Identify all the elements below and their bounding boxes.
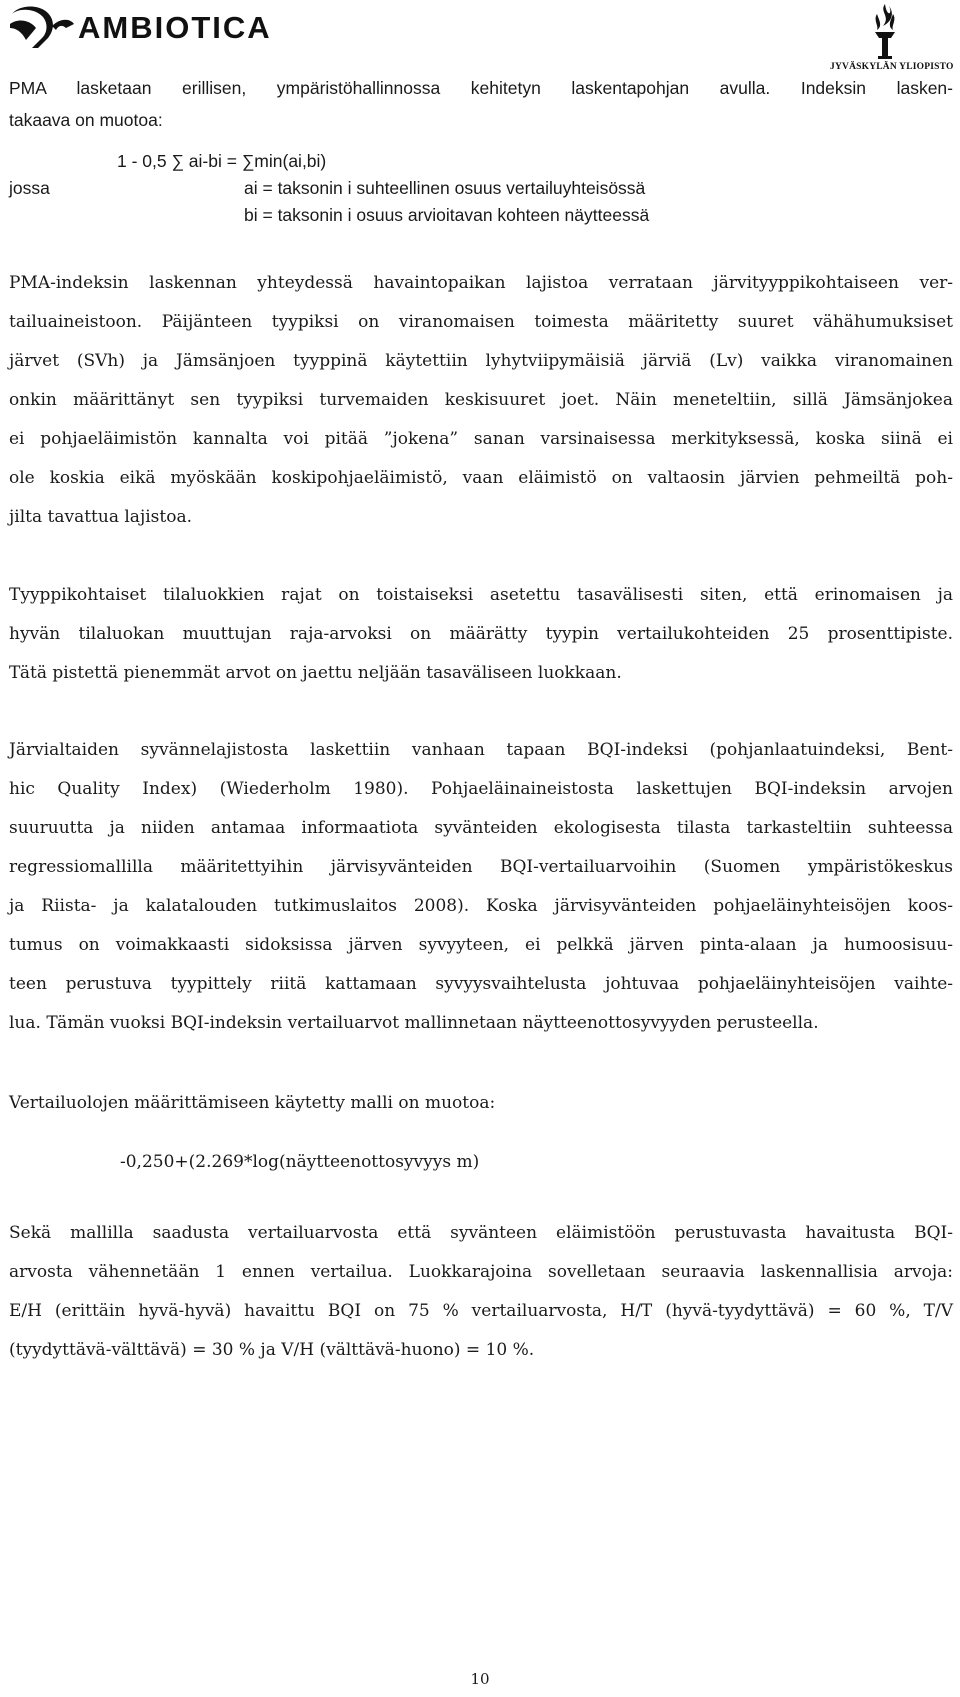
text-line: Tyyppikohtaiset tilaluokkien rajat on toistaiseksi asetettu tasavälisesti siten, että erinomaisen ja bbox=[9, 585, 953, 605]
paragraph-pma-reference bbox=[9, 264, 953, 537]
text-line: hyvän tilaluokan muuttujan raja-arvoksi on määrätty tyypin vertailukohteiden 25 prosenttipiste. bbox=[9, 624, 953, 644]
page-number: 10 bbox=[470, 1670, 490, 1688]
text-line: ole koskia eikä myöskään koskipohjaeläimistö, vaan eläimistö on valtaosin järvien pehmeiltä poh- bbox=[9, 468, 953, 488]
text-line: ja Riista- ja kalatalouden tutkimuslaitos 2008). Koska järvisyvänteiden pohjaeläinyhteisöjen koos- bbox=[9, 896, 953, 916]
university-logo bbox=[830, 2, 954, 72]
text-line: tailuaineistoon. Päijänteen tyypiksi on viranomaisen toimesta määritetty suuret vähähumuksiset bbox=[9, 312, 953, 332]
text-line: suuruutta ja niiden antamaa informaatiota syvänteiden ekologisesta tilasta tarkasteltiin suhteessa bbox=[9, 818, 953, 838]
text-line: järvet (SVh) ja Jämsänjoen tyyppinä käytettiin lyhytviipymäisiä järviä (Lv) vaikka viranomainen bbox=[9, 351, 953, 371]
text-line: tumus on voimakkaasti sidoksissa järven syvyyteen, ei pelkkä järven pinta-alaan ja humoosisuu- bbox=[9, 935, 953, 955]
paragraph-model-intro bbox=[9, 1084, 953, 1123]
text-line: Vertailuolojen määrittämiseen käytetty malli on muotoa: bbox=[9, 1093, 496, 1113]
torch-icon bbox=[865, 2, 905, 62]
text-line: Järvialtaiden syvännelajistosta laskettiin vanhaan tapaan BQI-indeksi (pohjanlaatuindeksi, Bent- bbox=[9, 740, 953, 760]
text-line: regressiomallilla määritettyihin järvisyvänteiden BQI-vertailuarvoihin (Suomen ympäristökeskus bbox=[9, 857, 953, 877]
text-line: arvosta vähennetään 1 ennen vertailua. Luokkarajoina sovelletaan seuraavia laskennallisia arvoja: bbox=[9, 1262, 953, 1282]
text-line: lua. Tämän vuoksi BQI-indeksin vertailuarvot mallinnetaan näytteenottosyvyyden perusteella. bbox=[9, 1013, 819, 1033]
paragraph-class-values bbox=[9, 1214, 953, 1370]
text-line: takaava on muotoa: bbox=[9, 110, 163, 130]
ambiotica-mark-icon bbox=[8, 6, 76, 50]
paragraph-bqi bbox=[9, 731, 953, 1043]
text-line: ei pohjaeläimistön kannalta voi pitää ”jokena” sanan varsinaisessa merkityksessä, koska siinä ei bbox=[9, 429, 953, 449]
university-name: JYVÄSKYLÄN YLIOPISTO bbox=[830, 62, 954, 72]
index-equation: 1 - 0,5 ∑ ai-bi = ∑min(ai,bi) bbox=[117, 151, 327, 171]
ambiotica-logo bbox=[8, 6, 272, 50]
text-line: Tätä pistettä pienemmät arvot on jaettu neljään tasaväliseen luokkaan. bbox=[9, 663, 622, 683]
paragraph-class-limits bbox=[9, 576, 953, 693]
definition-a: ai = taksonin i suhteellinen osuus vertailuyhteisössä bbox=[244, 178, 646, 198]
text-line: Sekä mallilla saadusta vertailuarvosta että syvänteen eläimistöön perustuvasta havaitusta BQI- bbox=[9, 1223, 953, 1243]
text-line: jilta tavattua lajistoa. bbox=[9, 507, 192, 527]
text-line: onkin määrittänyt sen tyypiksi turvemaiden keskisuuret joet. Näin meneteltiin, sillä Jämsänjokea bbox=[9, 390, 953, 410]
text-line: PMA lasketaan erillisen, ympäristöhallinnossa kehitetyn laskentapohjan avulla. Indeksin lasken- bbox=[9, 78, 953, 98]
intro-paragraph bbox=[9, 72, 953, 136]
definition-b: bi = taksonin i osuus arvioitavan kohteen näytteessä bbox=[244, 205, 650, 225]
text-line: E/H (erittäin hyvä-hyvä) havaittu BQI on 75 % vertailuarvosta, H/T (hyvä-tyydyttävä) = 60 %, T/V bbox=[9, 1301, 953, 1321]
text-line: PMA-indeksin laskennan yhteydessä havaintopaikan lajistoa verrataan järvityyppikohtaiseen ver- bbox=[9, 273, 953, 293]
logo-wordmark: AMBIOTICA bbox=[78, 10, 272, 45]
where-label: jossa bbox=[9, 178, 50, 198]
model-formula: -0,250+(2.269*log(näytteenottosyvyys m) bbox=[120, 1152, 480, 1172]
text-line: teen perustuva tyypittely riitä kattamaan syvyysvaihtelusta johtuvaa pohjaeläinyhteisöjen vaihte- bbox=[9, 974, 953, 994]
text-line: (tyydyttävä-välttävä) = 30 % ja V/H (välttävä-huono) = 10 %. bbox=[9, 1340, 535, 1360]
text-line: hic Quality Index) (Wiederholm 1980). Pohjaeläinaineistosta laskettujen BQI-indeksin arvojen bbox=[9, 779, 953, 799]
